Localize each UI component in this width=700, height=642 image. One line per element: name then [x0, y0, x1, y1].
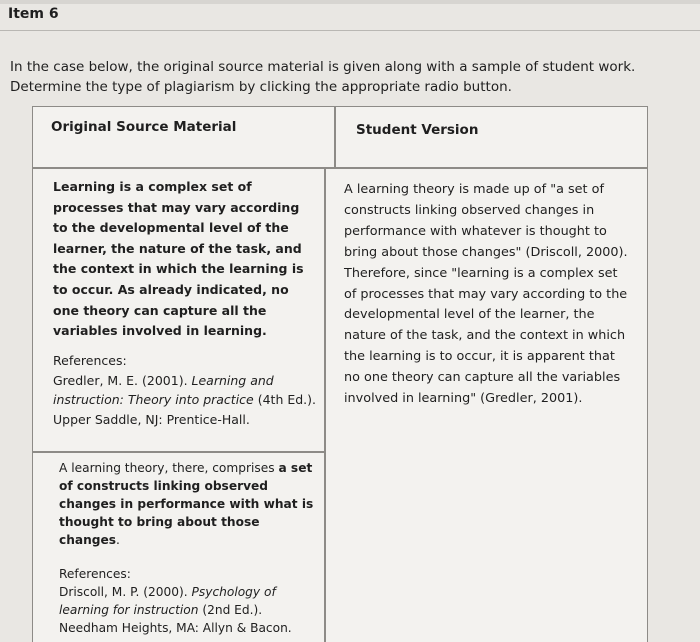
second-source-plain: A learning theory, there, comprises — [59, 461, 279, 475]
reference-author: Gredler, M. E. (2001). — [53, 372, 192, 388]
original-source-cell — [32, 168, 325, 452]
student-version-header: Student Version — [335, 106, 648, 168]
reference-citation — [59, 583, 321, 637]
student-version-text: A learning theory is made up of "a set of constructs linking observed changes in performance with whatever is thought to bring about those changes" (Driscoll, 2000). Therefore, since "learning is a complex set of processes that may vary according to the developmental level of the learner, the nature of the task, and the context in which the learning is to occur, it is apparent that no one theory can capture all the variables involved in learning" (Gredler, 2001). — [344, 182, 628, 407]
header-divider — [0, 30, 700, 31]
item-title: Item 6 — [8, 6, 59, 22]
second-source-bold: a set of constructs linking observed changes in performance with what is thought to bring about those changes — [59, 461, 314, 547]
second-references — [59, 565, 321, 637]
comparison-table — [32, 106, 648, 642]
reference-citation — [53, 371, 318, 430]
reference-publisher: (4th Ed.). Upper Saddle, NJ: Prentice-Hall. — [53, 392, 317, 427]
reference-title: Learning and instruction: Theory into practice — [53, 372, 274, 408]
reference-title: Psychology of learning for instruction — [59, 585, 276, 617]
second-source-cell — [32, 452, 325, 642]
original-source-text: Learning is a complex set of processes that may vary according to the developmental level of the learner, the nature of the task, and the context in which the learning is to occur. As already indicated, no one theory can capture all the variables involved in learning. — [53, 179, 304, 339]
top-border — [0, 0, 700, 4]
original-references — [53, 351, 318, 429]
instructions-line-1: In the case below, the original source material is given along with a sample of student work. — [10, 59, 636, 75]
original-source-header: Original Source Material — [32, 106, 335, 168]
references-label: References: — [53, 353, 127, 368]
second-source-text — [59, 459, 321, 549]
second-source-end: . — [116, 533, 120, 547]
reference-author: Driscoll, M. P. (2000). — [59, 585, 192, 599]
student-version-cell — [325, 168, 648, 642]
instructions — [10, 57, 670, 97]
instructions-line-2: Determine the type of plagiarism by clicking the appropriate radio button. — [10, 79, 512, 95]
references-label: References: — [59, 567, 131, 581]
reference-publisher: (2nd Ed.). Needham Heights, MA: Allyn & Bacon. — [59, 603, 292, 635]
